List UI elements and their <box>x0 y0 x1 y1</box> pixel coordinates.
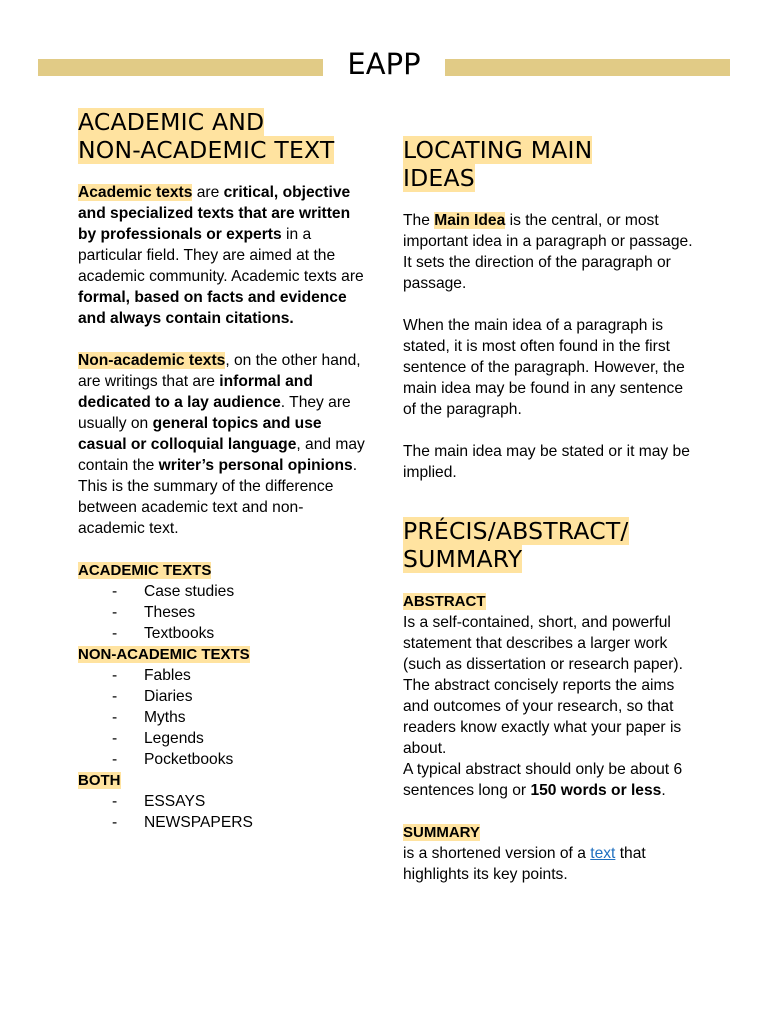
academic-texts-label: ACADEMIC TEXTS <box>78 562 212 579</box>
main-idea-location-paragraph: When the main idea of a paragraph is stated, it is most often found in the first sentence of the paragraph. However, the main idea may be found in any sentence of the paragraph. <box>403 317 685 418</box>
heading-locating-main-ideas: LOCATING MAIN IDEAS <box>403 136 593 192</box>
list-item: - Textbooks <box>112 625 215 642</box>
nonacademic-texts-list <box>78 665 370 770</box>
document-title: EAPP <box>347 47 421 81</box>
list-item: - Theses <box>112 604 196 621</box>
abstract-label: ABSTRACT <box>403 593 486 610</box>
list-item: - Diaries <box>112 688 193 705</box>
header-bar-left <box>38 59 323 76</box>
list-item: - Case studies <box>112 583 235 600</box>
academic-texts-list <box>78 581 370 644</box>
list-item: - NEWSPAPERS <box>112 814 253 831</box>
summary-paragraph: is a shortened version of a text that highlights its key points. <box>403 845 646 883</box>
main-idea-implied-paragraph: The main idea may be stated or it may be implied. <box>403 443 690 481</box>
text-link[interactable]: text <box>590 845 616 862</box>
both-label: BOTH <box>78 772 121 789</box>
list-item: - Legends <box>112 730 204 747</box>
nonacademic-texts-paragraph: Non-academic texts, on the other hand, are writings that are informal and dedicated to a lay audience. They are usually on general topics and use casual or colloquial language, and may contain the writer’s personal opinions. This is the summary of the difference between academic text and non-academic text. <box>78 352 365 537</box>
right-column <box>403 136 699 885</box>
left-column <box>78 108 370 833</box>
summary-label: SUMMARY <box>403 824 480 841</box>
heading-precis-abstract-summary: PRÉCIS/ABSTRACT/ SUMMARY <box>403 517 629 573</box>
nonacademic-texts-label: NON-ACADEMIC TEXTS <box>78 646 250 663</box>
list-item: - Fables <box>112 667 191 684</box>
abstract-length-paragraph: A typical abstract should only be about 6 sentences long or 150 words or less. <box>403 761 683 799</box>
both-list <box>78 791 370 833</box>
main-idea-paragraph: The Main Idea is the central, or most important idea in a paragraph or passage. It sets the direction of the paragraph or passage. <box>403 212 693 292</box>
header-bar-right <box>445 59 730 76</box>
academic-texts-paragraph: Academic texts are critical, objective and specialized texts that are written by professionals or experts in a particular field. They are aimed at the academic community. Academic texts are formal, based on facts and evidence and always contain citations. <box>78 184 364 327</box>
list-item: - ESSAYS <box>112 793 206 810</box>
list-item: - Myths <box>112 709 186 726</box>
list-item: - Pocketbooks <box>112 751 234 768</box>
heading-academic-nonacademic: ACADEMIC AND NON-ACADEMIC TEXT <box>78 108 335 164</box>
abstract-paragraph: Is a self-contained, short, and powerful statement that describes a larger work (such as dissertation or research paper). The abstract concisely reports the aims and outcomes of your research, so that readers know exactly what your paper is about. <box>403 614 683 757</box>
